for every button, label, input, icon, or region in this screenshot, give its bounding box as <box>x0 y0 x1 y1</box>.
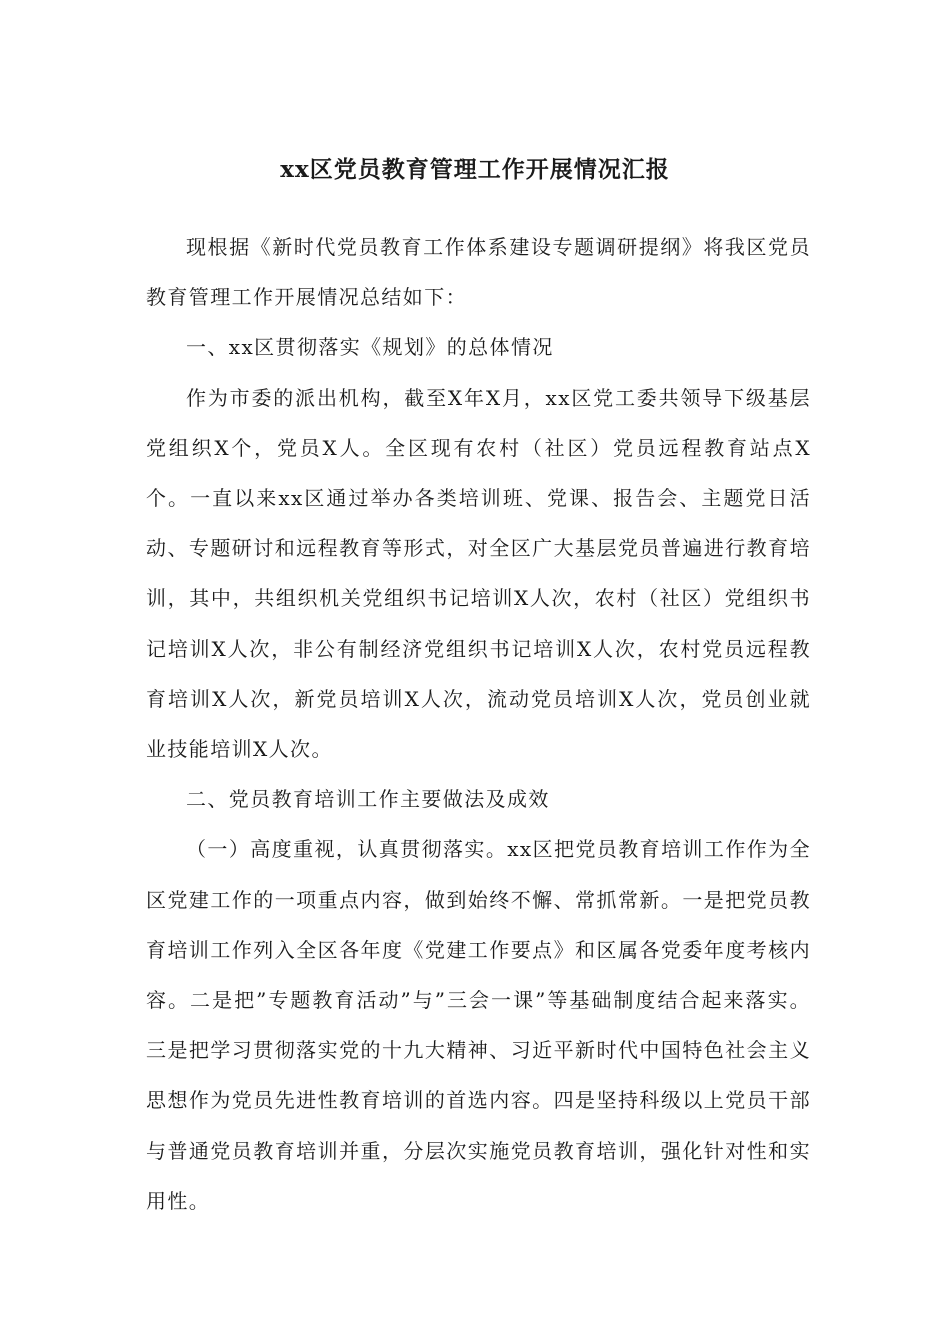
overview-paragraph: 作为市委的派出机构，截至X年X月，xx区党工委共领导下级基层党组织X个，党员X人。全区现有农村（社区）党员远程教育站点X个。一直以来xx区通过举办各类培训班、党课、报告会、主题党日活动、专题研讨和远程教育等形式，对全区广大基层党员普遍进行教育培训，其中，共组织机关党组织书记培训X人次，农村（社区）党组织书记培训X人次，非公有制经济党组织书记培训X人次，农村党员远程教育培训X人次，新党员培训X人次，流动党员培训X人次，党员创业就业技能培训X人次。 <box>146 385 811 762</box>
section-heading-2: 二、党员教育培训工作主要做法及成效 <box>186 787 550 812</box>
intro-paragraph: 现根据《新时代党员教育工作体系建设专题调研提纲》将我区党员教育管理工作开展情况总结如下： <box>146 235 811 310</box>
section-heading-1: 一、xx区贯彻落实《规划》的总体情况 <box>186 335 554 360</box>
document-title: xx区党员教育管理工作开展情况汇报 <box>280 156 670 183</box>
practice-paragraph: （一）高度重视，认真贯彻落实。xx区把党员教育培训工作作为全区党建工作的一项重点内容，做到始终不懈、常抓常新。一是把党员教育培训工作列入全区各年度《党建工作要点》和区属各党委年度考核内容。二是把”专题教育活动”与”三会一课”等基础制度结合起来落实。三是把学习贯彻落实党的十九大精神、习近平新时代中国特色社会主义思想作为党员先进性教育培训的首选内容。四是坚持科级以上党员干部与普通党员教育培训并重，分层次实施党员教育培训，强化针对性和实用性。 <box>146 837 811 1213</box>
document-body <box>146 222 811 1226</box>
